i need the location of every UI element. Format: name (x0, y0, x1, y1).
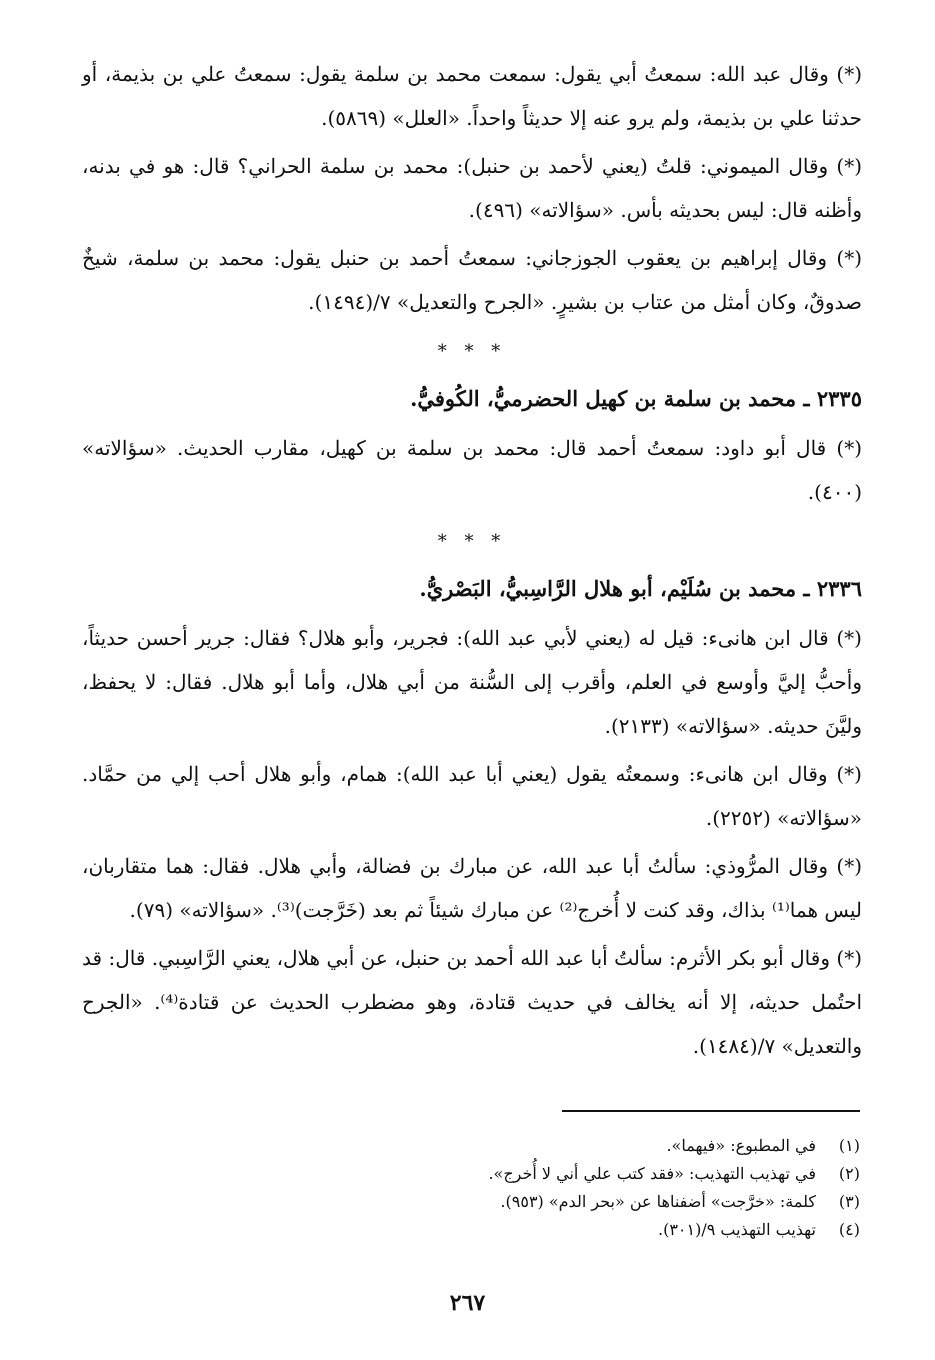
footnote-item (160, 1188, 860, 1216)
footnote-number: (١) (838, 1136, 860, 1155)
footnotes (160, 1132, 860, 1244)
footnote-number: (٣) (838, 1192, 860, 1211)
paragraph-ibn-hani-2: (*) وقال ابن هانىء: وسمعتُه يقول (يعني أبا عبد الله): همام، وأبو هلال أحب إلي من حمَّاد. «سؤالاته» (٢٢٥٢). (82, 762, 862, 830)
footnote-text: كلمة: «خرَّجت» أضفناها عن «بحر الدم» (٩٥٣). (500, 1192, 816, 1211)
page-number: ٢٦٧ (449, 1290, 486, 1316)
footnote-item (160, 1132, 860, 1160)
page-body (82, 52, 862, 1072)
entry-title-2335: ٢٣٣٥ ـ محمد بن سلمة بن كهيل الحضرميُّ، الكُوفيُّ. (410, 386, 862, 411)
paragraph-abdullah: (*) وقال عبد الله: سمعتُ أبي يقول: سمعت محمد بن سلمة يقول: سمعتُ علي بن بذيمة، أو حدثنا علي بن بذيمة، ولم يرو عنه إلا حديثاً واحداً. «العلل» (٥٨٦٩). (82, 62, 862, 130)
paragraph-athram: (*) وقال أبو بكر الأثرم: سألتُ أبا عبد الله أحمد بن حنبل، عن أبي هلال، يعني الرَّاسِبي. قال: قد احتُمل حديثه، إلا أنه يخالف في حديث قتادة، وهو مضطرب الحديث عن قتادة⁽⁴⁾. «الجرح والتعديل» ٧/(١٤٨٤). (82, 946, 862, 1058)
paragraph-jawzajani: (*) وقال إبراهيم بن يعقوب الجوزجاني: سمعتُ أحمد بن حنبل يقول: محمد بن سلمة، شيخٌ صدوقٌ، وكان أمثل من عتاب بن بشيرٍ. «الجرح والتعديل» ٧/(١٤٩٤). (82, 246, 862, 314)
paragraph-abu-dawud: (*) قال أبو داود: سمعتُ أحمد قال: محمد بن سلمة بن كهيل، مقارب الحديث. «سؤالاته» (٤٠٠). (82, 436, 862, 504)
footnote-text: في تهذيب التهذيب: «فقد كتب علي أني لا أُخرج». (488, 1164, 816, 1183)
footnote-number: (٤) (838, 1220, 860, 1239)
paragraph-maymuni: (*) وقال الميموني: قلتُ (يعني لأحمد بن حنبل): محمد بن سلمة الحراني؟ قال: هو في بدنه، وأظنه قال: ليس بحديثه بأس. «سؤالاته» (٤٩٦). (82, 154, 862, 222)
paragraph-marrudhi: (*) وقال المرُّوذي: سألتُ أبا عبد الله، عن مبارك بن فضالة، وأبي هلال. فقال: هما متقاربان، ليس هما⁽¹⁾ بذاك، وقد كنت لا أُخرج⁽²⁾ عن مبارك شيئاً ثم بعد (خَرَّجت)⁽³⁾. «سؤالاته» (٧٩). (82, 854, 862, 922)
footnote-item (160, 1216, 860, 1244)
footnote-text: تهذيب التهذيب ٩/(٣٠١). (658, 1220, 816, 1239)
entry-title-2336: ٢٣٣٦ ـ محمد بن سُلَيْم، أبو هلال الرَّاسِبيُّ، البَصْريُّ. (419, 576, 862, 601)
footnote-divider (562, 1110, 860, 1112)
paragraph-ibn-hani-1: (*) قال ابن هانىء: قيل له (يعني لأبي عبد الله): فجرير، وأبو هلال؟ فقال: جرير أحسن حديثاً، وأحبُّ إليَّ وأوسع في العلم، وأقرب إلى السُّنة من أبي هلال، وأما أبو هلال. فقال: لا يحفظ، وليَّنَ حديثه. «سؤالاته» (٢١٣٣). (82, 626, 862, 738)
footnote-item (160, 1160, 860, 1188)
footnote-text: في المطبوع: «فيهما». (666, 1136, 816, 1155)
section-separator: * * * (437, 341, 507, 362)
footnote-number: (٢) (838, 1164, 860, 1183)
section-separator: * * * (437, 531, 507, 552)
